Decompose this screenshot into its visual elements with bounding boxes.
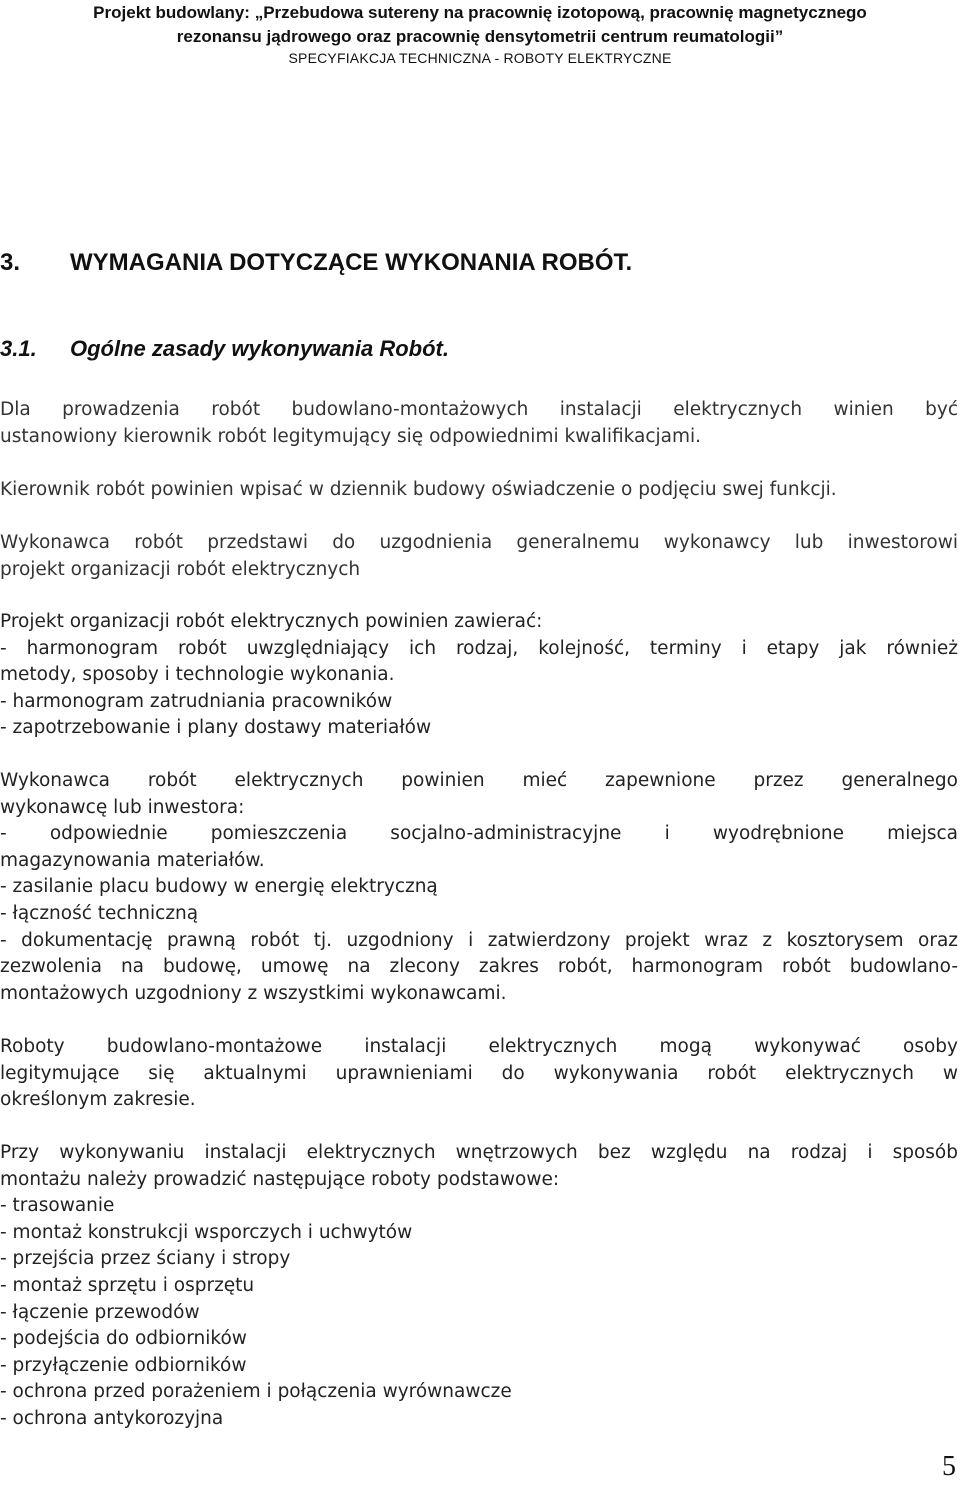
section-heading bbox=[0, 248, 632, 278]
section-number: 3. bbox=[0, 249, 21, 276]
paragraph-line: Kierownik robót powinien wpisać w dziennik budowy oświadczenie o podjęciu swej funkcji. bbox=[0, 479, 837, 500]
list-item-continuation: metody, sposoby i technologie wykonania. bbox=[0, 664, 395, 686]
list-item: - zasilanie placu budowy w energię elektryczną bbox=[0, 876, 438, 898]
subsection-heading bbox=[0, 335, 449, 363]
list-item: - podejścia do odbiorników bbox=[0, 1328, 247, 1350]
paragraph-line: Dla prowadzenia robót budowlano-montażowych instalacji elektrycznych winien być bbox=[0, 399, 958, 420]
list-item: - łączność techniczną bbox=[0, 902, 199, 924]
header-spec-title: SPECYFIAKCJA TECHNICZNA - ROBOTY ELEKTRYCZNE bbox=[288, 50, 672, 66]
paragraph-line: Wykonawca robót przedstawi do uzgodnienia generalnemu wykonawcy lub inwestorowi bbox=[0, 532, 958, 553]
subsection-number: 3.1. bbox=[0, 336, 37, 361]
list-item-continuation: magazynowania materiałów. bbox=[0, 849, 265, 871]
list-item: - odpowiednie pomieszczenia socjalno-administracyjne i wyodrębnione miejsca bbox=[0, 823, 958, 845]
list-item: - trasowanie bbox=[0, 1195, 115, 1217]
section-title: WYMAGANIA DOTYCZĄCE WYKONANIA ROBÓT. bbox=[70, 249, 633, 276]
list-item-continuation: montażowych uzgodniony z wszystkimi wykonawcami. bbox=[0, 982, 507, 1004]
page-number: 5 bbox=[942, 1451, 956, 1482]
paragraph-zapewnienie bbox=[0, 768, 958, 1007]
header-project-line-1: Projekt budowlany: „Przebudowa sutereny na pracownię izotopową, pracownię magnetycznego bbox=[93, 3, 867, 22]
paragraph-line: legitymujące się aktualnymi uprawnieniami do wykonywania robót elektrycznych w bbox=[0, 1062, 958, 1084]
page-header bbox=[0, 0, 960, 67]
paragraph-roboty-podstawowe bbox=[0, 1140, 958, 1433]
paragraph-zawartosc-projektu bbox=[0, 609, 958, 742]
list-item: - dokumentację prawną robót tj. uzgodniony i zatwierdzony projekt wraz z kosztorysem oraz bbox=[0, 929, 958, 951]
paragraph-line: określonym zakresie. bbox=[0, 1089, 196, 1111]
header-project-line-2: rezonansu jądrowego oraz pracownię densytometrii centrum reumatologii” bbox=[176, 27, 784, 46]
list-item: - przyłączenie odbiorników bbox=[0, 1354, 247, 1376]
list-item: - ochrona przed porażeniem i połączenia wyrównawcze bbox=[0, 1381, 512, 1403]
list-item: - łączenie przewodów bbox=[0, 1301, 200, 1323]
paragraph-line: Projekt organizacji robót elektrycznych powinien zawierać: bbox=[0, 611, 543, 632]
list-item: - przejścia przez ściany i stropy bbox=[0, 1248, 291, 1270]
paragraph-line: wykonawcę lub inwestora: bbox=[0, 796, 245, 818]
list-item: - harmonogram robót uwzględniający ich rodzaj, kolejność, terminy i etapy jak również bbox=[0, 637, 958, 659]
list-item: - zapotrzebowanie i plany dostawy materiałów bbox=[0, 717, 432, 739]
paragraph-line: Wykonawca robót elektrycznych powinien mieć zapewnione przez generalnego bbox=[0, 770, 958, 791]
paragraph-line: Roboty budowlano-montażowe instalacji elektrycznych mogą wykonywać osoby bbox=[0, 1036, 958, 1057]
paragraph-line: ustanowiony kierownik robót legitymujący się odpowiednimi kwalifikacjami. bbox=[0, 425, 702, 447]
paragraph-line: projekt organizacji robót elektrycznych bbox=[0, 558, 361, 580]
paragraph-uprawnienia bbox=[0, 1034, 958, 1114]
list-item: - montaż sprzętu i osprzętu bbox=[0, 1274, 255, 1296]
paragraph-kierownik bbox=[0, 397, 958, 450]
list-item: - ochrona antykorozyjna bbox=[0, 1407, 224, 1429]
list-item: - montaż konstrukcji wsporczych i uchwytów bbox=[0, 1221, 413, 1243]
paragraph-projekt-organizacji bbox=[0, 530, 958, 583]
paragraph-oswiadczenie bbox=[0, 477, 958, 504]
paragraph-line: Przy wykonywaniu instalacji elektrycznych wnętrzowych bez względu na rodzaj i sposób bbox=[0, 1142, 958, 1163]
paragraph-line: montażu należy prowadzić następujące roboty podstawowe: bbox=[0, 1168, 560, 1190]
subsection-title: Ogólne zasady wykonywania Robót. bbox=[70, 336, 449, 361]
list-item-continuation: zezwolenia na budowę, umowę na zlecony zakres robót, harmonogram robót budowlano- bbox=[0, 956, 958, 978]
list-item: - harmonogram zatrudniania pracowników bbox=[0, 690, 393, 712]
